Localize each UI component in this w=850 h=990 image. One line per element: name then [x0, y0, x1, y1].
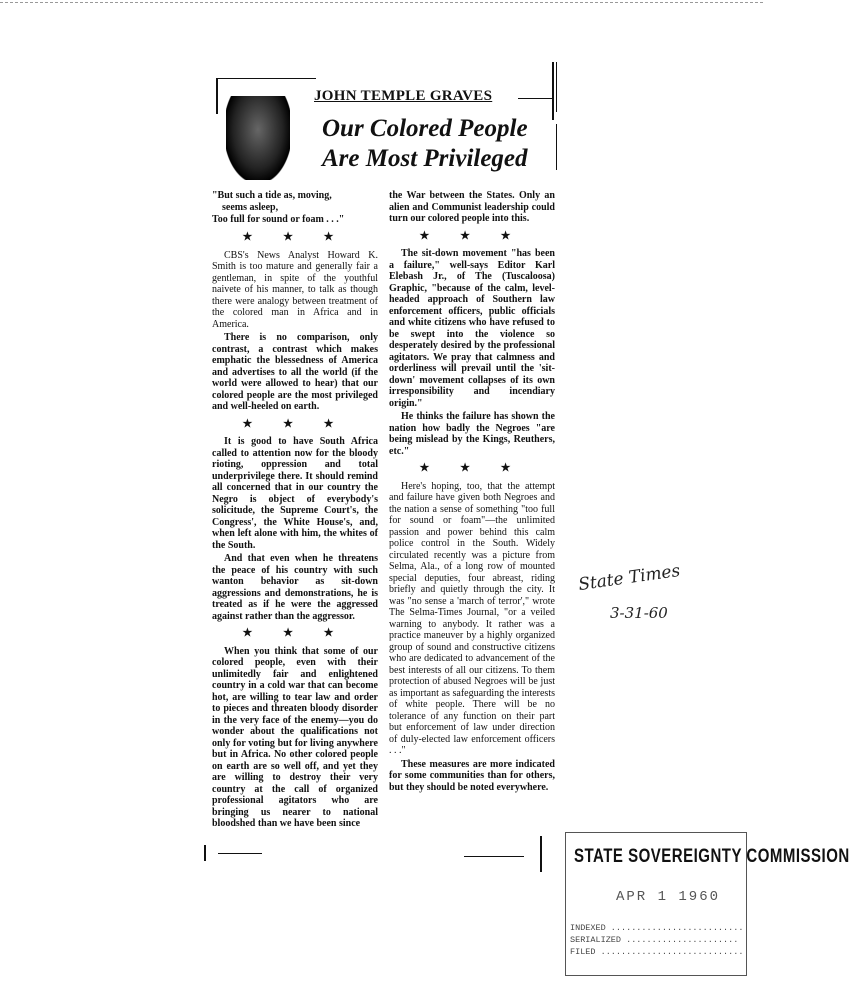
paragraph: He thinks the failure has shown the nation how badly the Negroes "are being mislead by the Kings, Reuthers, etc.": [389, 411, 555, 457]
clipping-mark-left: [204, 845, 206, 861]
paragraph: When you think that some of our colored people, even with their unlimitedly fair and enlightened country in a cold war that can become hot, are willing to tear law and order to pieces and threaten bloody disorder in the very face of the enemy—you do wonder about the qualifications not only for voting but for living anywhere but in Africa. No other colored people on earth are so well off, and yet they are willing to destroy their very country at the call of organized professional agitators who are bringing us nearer to national bloodshed than we have been since: [212, 645, 378, 829]
paragraph: Here's hoping, too, that the attempt and failure have given both Negroes and the nation a sense of something "too full for sound or foam"—the unlimited passion and power behind this calm police control in the South. Widely circulated recently was a picture from Selma, Ala., of a long row of mounted special deputies, four abreast, riding briefly and quietly through the city. It was "no sense a 'march of terror'," wrote The Selma-Times Journal, "or a veiled warning to anybody. It rather was a practice maneuver by a highly organized group of sound and constructive citizens who are dedicated to advancement of the best interests of all our citizens. To them protection of abused Negroes will be just as important as safeguarding the interests of white people. There will be no tolerance of any function on their part but enforcement of law under direction of duly-elected law enforcement officers . . .": [389, 480, 555, 756]
header-rule-left: [216, 78, 218, 114]
stamp-indexed: INDEXED ..........................: [570, 923, 744, 933]
article-column-1: [212, 190, 378, 832]
section-divider: ★ ★ ★: [419, 229, 525, 242]
handwritten-source: State Times: [577, 560, 682, 596]
clipping-mark-bottom: [464, 856, 524, 857]
epigraph-line: "But such a tide as, moving,: [212, 190, 332, 201]
stamp-filed: FILED ............................: [570, 947, 744, 957]
header-rule-right: [552, 62, 554, 120]
section-divider: ★ ★ ★: [419, 462, 525, 474]
section-divider: ★ ★ ★: [242, 417, 348, 430]
paragraph: And that even when he threatens the peace of his country with such wanton behavior as sit-down aggressions and demonstrations, he is treated as if he were the aggressed against rather than the aggressor.: [212, 553, 378, 622]
stamp-date: APR 1 1960: [616, 889, 721, 905]
header-rule-right-2: [556, 62, 557, 112]
article-column-2: [389, 190, 555, 795]
author-photo: [226, 96, 290, 180]
paragraph: These measures are more indicated for some communities than for others, but they should be noted everywhere.: [389, 758, 555, 793]
headline: [322, 114, 562, 174]
epigraph: [212, 190, 378, 226]
commission-stamp: [565, 832, 850, 976]
paragraph: the War between the States. Only an alien and Communist leadership could turn our colored people into this.: [389, 190, 555, 224]
headline-line-1: Our Colored People: [322, 115, 528, 142]
clipping-mark-left-line: [218, 853, 262, 854]
clipping-mark-bracket: [540, 836, 542, 872]
epigraph-line: seems asleep,: [222, 202, 279, 213]
stamp-serialized: SERIALIZED ......................: [570, 935, 739, 945]
epigraph-line: Too full for sound or foam . . .": [212, 214, 345, 225]
paragraph: It is good to have South Africa called to attention now for the bloody rioting, oppression and total underprivilege there. It should remind all concerned that in our country the Negro is object of everybody's solicitude, the Supreme Court's, the Congress', the White House's, and, when left alone with him, the whites of the South.: [212, 436, 378, 551]
header-rule-top: [216, 78, 316, 79]
stamp-title: STATE SOVEREIGNTY COMMISSION: [574, 845, 850, 868]
handwritten-date: 3-31-60: [610, 604, 668, 622]
scan-edge-border: [0, 2, 763, 3]
header-dash: [518, 98, 552, 99]
section-divider: ★ ★ ★: [242, 627, 348, 639]
section-divider: ★ ★ ★: [242, 231, 348, 243]
headline-line-2: Are Most Privileged: [322, 145, 528, 172]
paragraph: CBS's News Analyst Howard K. Smith is too mature and generally fair a gentleman, in spite of the youthful naivete of his manner, to talk as though there were analogy between treatment of the colored man in Africa and in America.: [212, 249, 378, 330]
byline: JOHN TEMPLE GRAVES: [314, 88, 493, 104]
paragraph: There is no comparison, only contrast, a contrast which makes emphatic the blessedness of America and advertises to all the world (if the world were allowed to hear) that our colored people are the most privileged and well-heeled on earth.: [212, 332, 378, 412]
paragraph: The sit-down movement "has been a failure," well-says Editor Karl Elebash Jr., of The (Tuscaloosa) Graphic, "because of the calm, level-headed approach of Southern law enforcement officers, public officials and white citizens who have refused to be swept into the violence so desperately desired by the professional agitators. We pray that calmness and orderliness will prevail until the 'sit-down' movement collapses of its own irresponsibility and incendiary origin.": [389, 248, 555, 409]
